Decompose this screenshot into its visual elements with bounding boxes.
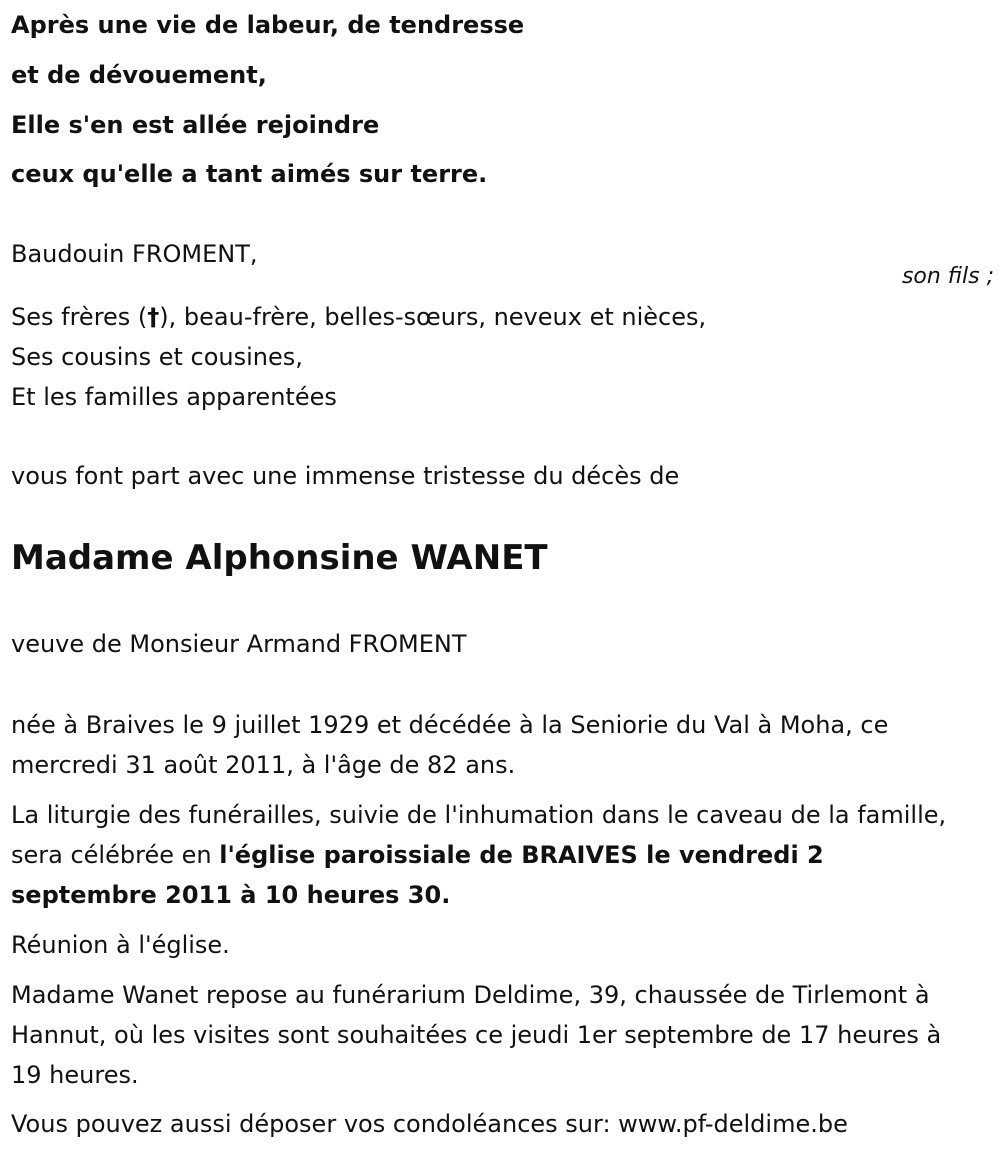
deceased-name: Madame Alphonsine WANET xyxy=(11,538,548,578)
cross-icon: † xyxy=(147,303,160,331)
son-name: Baudouin FROMENT, xyxy=(11,240,258,268)
siblings-text-end: ), beau-frère, belles-sœurs, neveux et nièces, xyxy=(159,303,707,331)
poem-line-2: et de dévouement, xyxy=(11,61,267,89)
meeting-paragraph: Réunion à l'église. xyxy=(11,931,230,959)
widow-of: veuve de Monsieur Armand FROMENT xyxy=(11,630,467,658)
birth-death-paragraph: née à Braives le 9 juillet 1929 et décédée à la Seniorie du Val à Moha, ce mercredi 31 août 2011, à l'âge de 82 ans. xyxy=(11,711,889,779)
son-relation: son fils ; xyxy=(901,264,994,289)
liturgy-place-date: l'église paroissiale de BRAIVES le vendredi 2 septembre 2011 à 10 heures 30. xyxy=(11,841,824,909)
poem-line-4: ceux qu'elle a tant aimés sur terre. xyxy=(11,160,488,188)
liturgy-paragraph xyxy=(11,795,971,915)
families-line: Et les familles apparentées xyxy=(11,383,337,411)
rest-paragraph: Madame Wanet repose au funérarium Deldime, 39, chaussée de Tirlemont à Hannut, où les visites sont souhaitées ce jeudi 1er septembre de 17 heures à 19 heures. xyxy=(11,981,942,1089)
announcement: vous font part avec une immense tristesse du décès de xyxy=(11,462,680,490)
siblings-line xyxy=(11,302,706,332)
cousins-line: Ses cousins et cousines, xyxy=(11,343,303,371)
poem-line-3: Elle s'en est allée rejoindre xyxy=(11,111,380,139)
siblings-text-start: Ses frères ( xyxy=(11,303,148,331)
liturgy-text: La liturgie des funérailles, suivie de l'inhumation dans le caveau de la famille, sera célébrée en xyxy=(11,801,947,869)
condolences-paragraph: Vous pouvez aussi déposer vos condoléances sur: www.pf-deldime.be xyxy=(11,1110,848,1138)
poem-line-1: Après une vie de labeur, de tendresse xyxy=(11,11,525,39)
